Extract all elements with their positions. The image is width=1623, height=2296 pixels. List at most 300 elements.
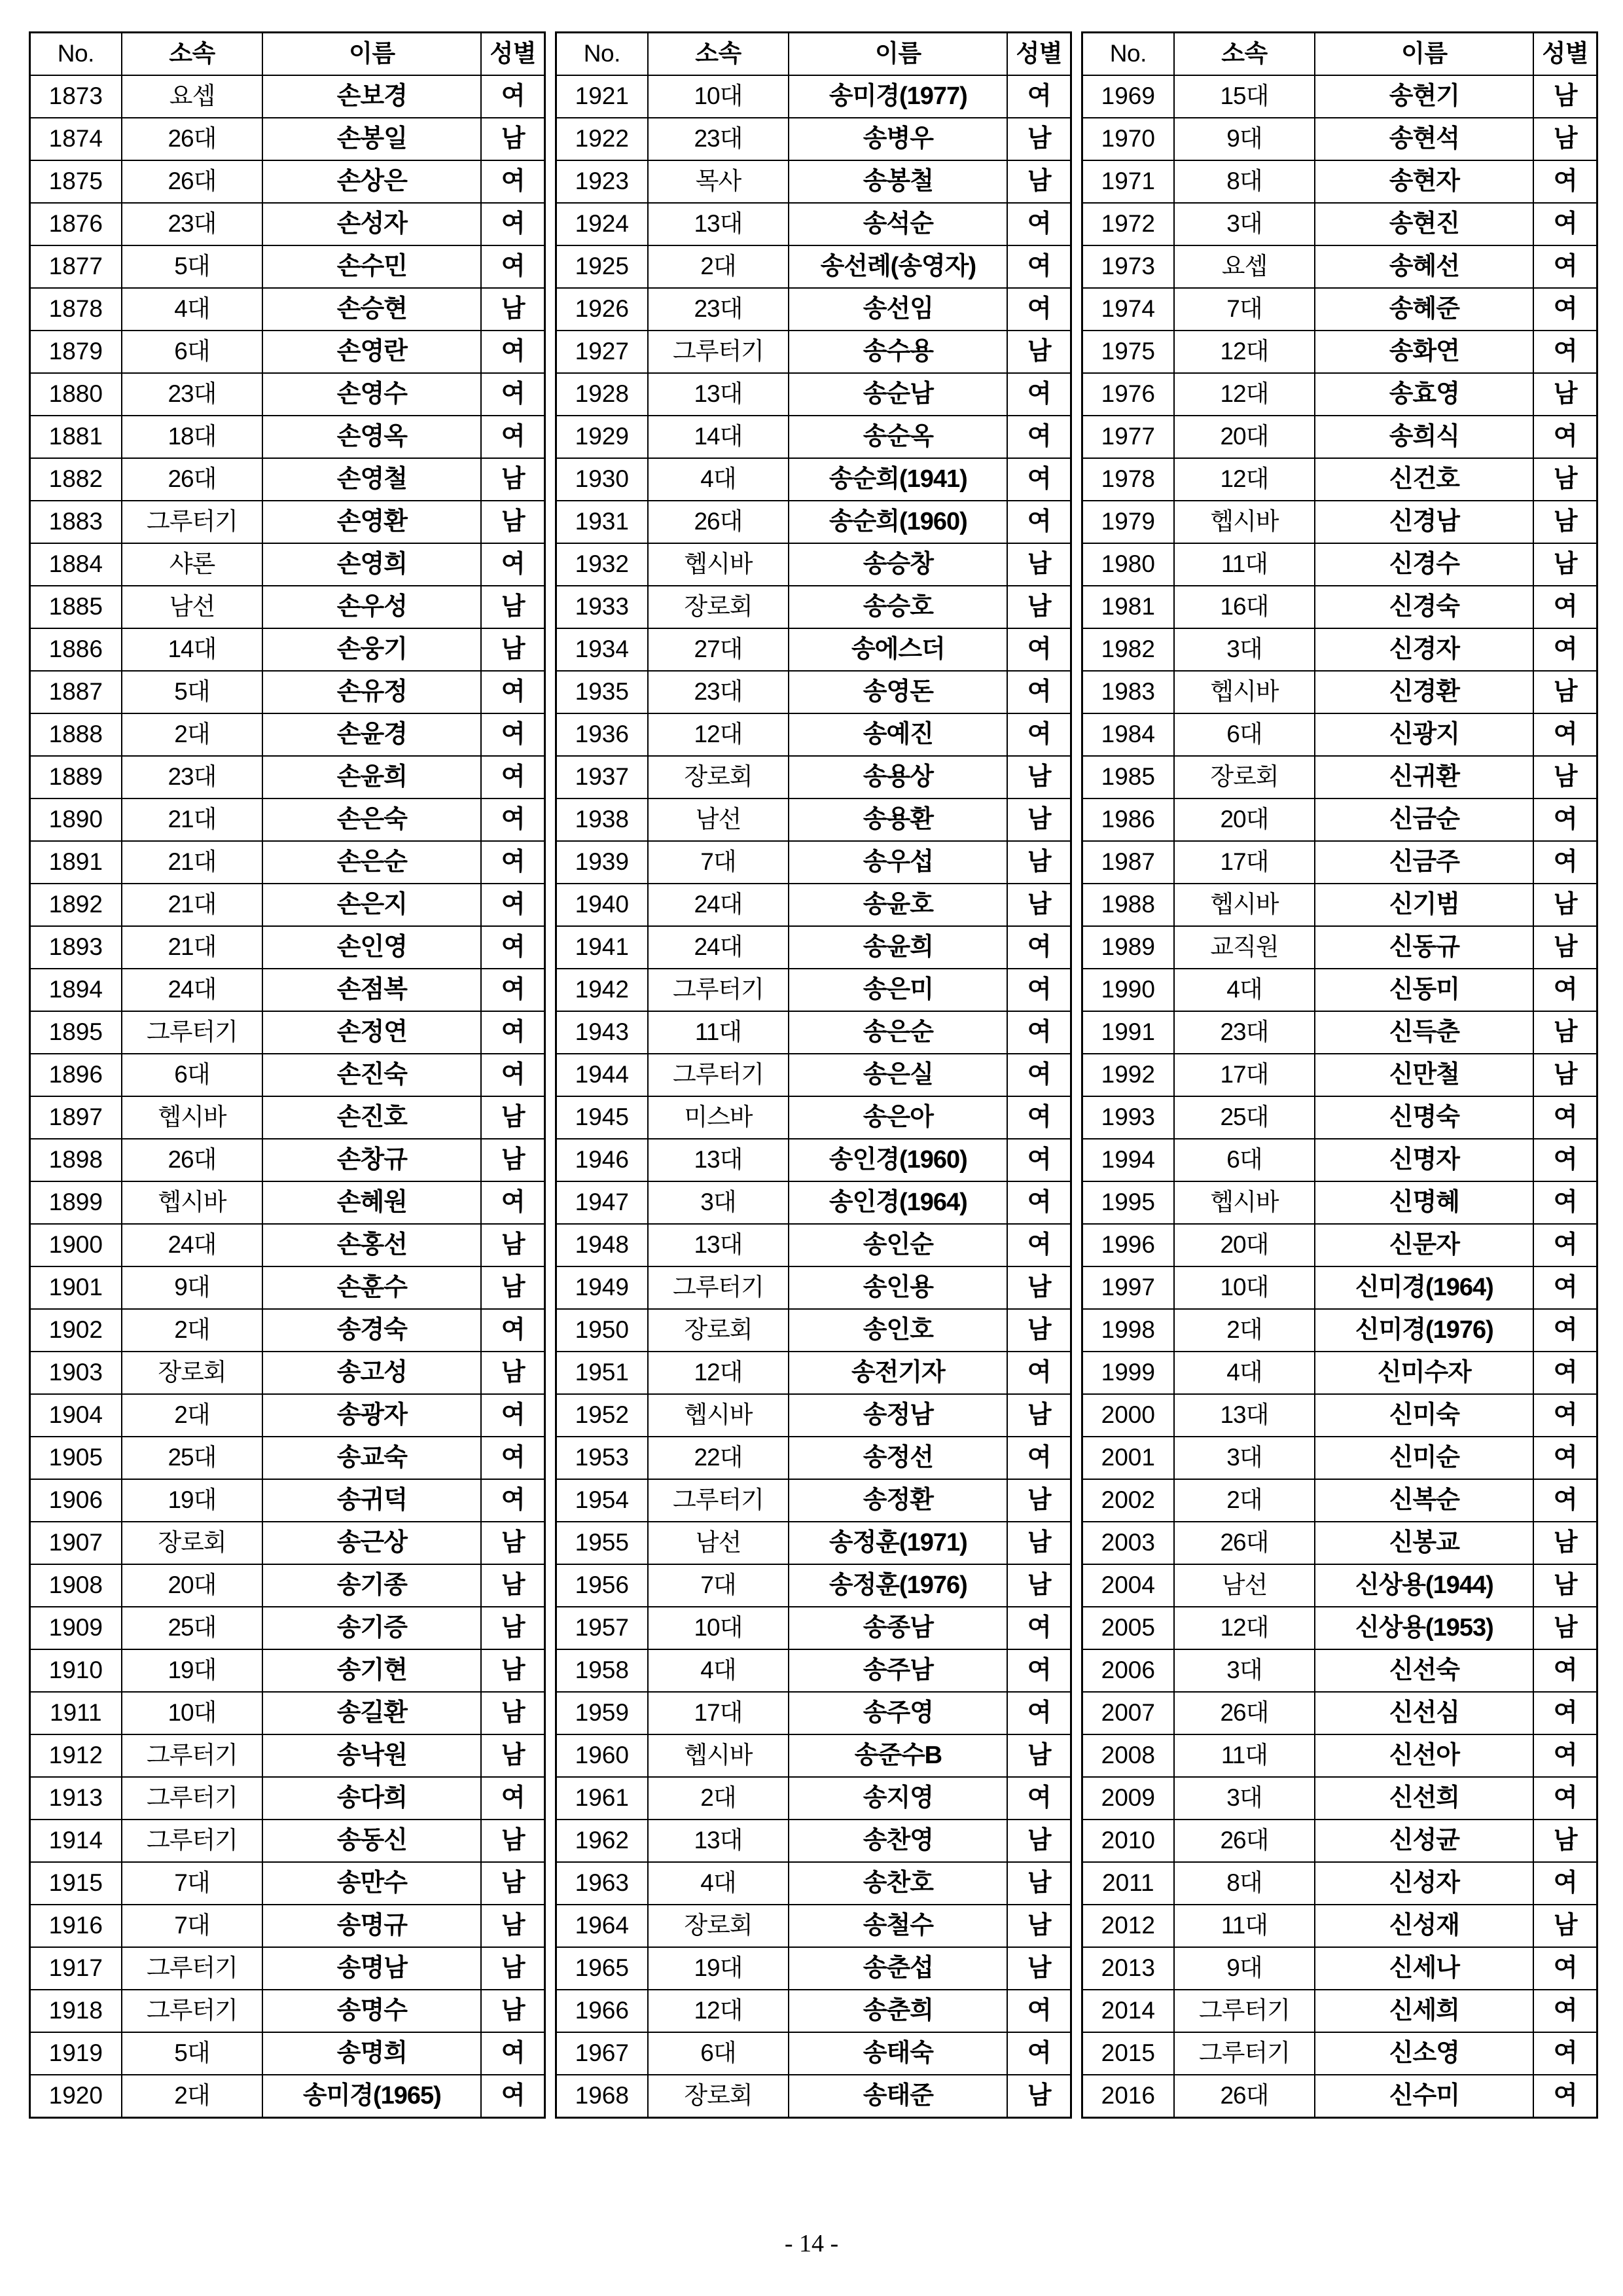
cell-affiliation: 7대 (122, 1862, 263, 1905)
table-row (1082, 501, 1597, 543)
cell-gender: 여 (481, 926, 544, 969)
cell-no: 1995 (1082, 1181, 1174, 1224)
cell-gender: 여 (1007, 671, 1071, 713)
cell-affiliation: 21대 (122, 798, 263, 841)
table-body-1 (30, 75, 545, 2118)
table-row (1082, 1564, 1597, 1607)
cell-affiliation: 헵시바 (1174, 501, 1315, 543)
table-row (556, 1224, 1071, 1266)
cell-name: 송미경(1977) (789, 75, 1007, 118)
cell-name: 송윤희 (789, 926, 1007, 969)
cell-name: 송승호 (789, 586, 1007, 628)
cell-name: 송미경(1965) (262, 2075, 481, 2118)
cell-name: 송고성 (262, 1352, 481, 1394)
cell-no: 1917 (30, 1947, 122, 1990)
table-row (30, 458, 545, 501)
cell-name: 손웅기 (262, 628, 481, 671)
cell-no: 2015 (1082, 2032, 1174, 2075)
cell-name: 손인영 (262, 926, 481, 969)
cell-name: 송길환 (262, 1692, 481, 1734)
cell-affiliation: 12대 (648, 1352, 789, 1394)
table-row (1082, 1352, 1597, 1394)
cell-gender: 여 (481, 798, 544, 841)
table-row (1082, 288, 1597, 331)
table-row (1082, 1905, 1597, 1947)
cell-name: 손창규 (262, 1139, 481, 1181)
table-row (1082, 798, 1597, 841)
cell-gender: 남 (1007, 841, 1071, 884)
cell-no: 2006 (1082, 1649, 1174, 1692)
cell-no: 1899 (30, 1181, 122, 1224)
cell-affiliation: 그루터기 (1174, 1990, 1315, 2032)
cell-affiliation: 23대 (122, 373, 263, 416)
cell-name: 손점복 (262, 969, 481, 1011)
cell-affiliation: 7대 (1174, 288, 1315, 331)
cell-affiliation: 26대 (1174, 2075, 1315, 2118)
table-row (556, 1394, 1071, 1437)
cell-name: 송은순 (789, 1011, 1007, 1054)
cell-name: 송은미 (789, 969, 1007, 1011)
cell-gender: 여 (1007, 1011, 1071, 1054)
cell-no: 1946 (556, 1139, 648, 1181)
table-row (556, 543, 1071, 586)
cell-no: 1895 (30, 1011, 122, 1054)
cell-no: 1990 (1082, 969, 1174, 1011)
cell-gender: 남 (481, 1692, 544, 1734)
cell-gender: 남 (1007, 1947, 1071, 1990)
cell-affiliation: 17대 (1174, 841, 1315, 884)
cell-no: 1878 (30, 288, 122, 331)
cell-affiliation: 25대 (122, 1437, 263, 1479)
cell-name: 송순남 (789, 373, 1007, 416)
table-row (556, 884, 1071, 926)
cell-gender: 여 (1007, 458, 1071, 501)
cell-affiliation: 11대 (648, 1011, 789, 1054)
cell-affiliation: 10대 (648, 1607, 789, 1649)
cell-gender: 남 (1007, 543, 1071, 586)
table-row (556, 2032, 1071, 2075)
cell-name: 송선례(송영자) (789, 245, 1007, 288)
cell-affiliation: 남선 (648, 1522, 789, 1564)
table-row (30, 1862, 545, 1905)
table-row (556, 1820, 1071, 1862)
cell-no: 1972 (1082, 203, 1174, 245)
cell-affiliation: 헵시바 (648, 1394, 789, 1437)
cell-gender: 여 (1533, 1692, 1597, 1734)
table-row (1082, 671, 1597, 713)
cell-name: 신금순 (1315, 798, 1533, 841)
cell-name: 손보경 (262, 75, 481, 118)
cell-no: 1889 (30, 756, 122, 798)
cell-no: 1976 (1082, 373, 1174, 416)
cell-affiliation: 9대 (1174, 118, 1315, 160)
table-row (1082, 1309, 1597, 1352)
cell-gender: 남 (1007, 160, 1071, 203)
cell-name: 송명희 (262, 2032, 481, 2075)
cell-gender: 남 (1007, 2075, 1071, 2118)
cell-no: 1979 (1082, 501, 1174, 543)
cell-gender: 여 (481, 1437, 544, 1479)
cell-name: 신문자 (1315, 1224, 1533, 1266)
cell-affiliation: 19대 (648, 1947, 789, 1990)
cell-name: 손은지 (262, 884, 481, 926)
cell-name: 송교숙 (262, 1437, 481, 1479)
cell-no: 2009 (1082, 1777, 1174, 1820)
cell-no: 1961 (556, 1777, 648, 1820)
cell-affiliation: 그루터기 (122, 1990, 263, 2032)
cell-name: 송철수 (789, 1905, 1007, 1947)
cell-name: 신소영 (1315, 2032, 1533, 2075)
cell-no: 1913 (30, 1777, 122, 1820)
cell-gender: 남 (481, 1734, 544, 1777)
cell-name: 송종남 (789, 1607, 1007, 1649)
cell-affiliation: 23대 (1174, 1011, 1315, 1054)
table-column-3 (1081, 31, 1598, 2119)
cell-no: 1987 (1082, 841, 1174, 884)
table-row (556, 458, 1071, 501)
table-row (1082, 1266, 1597, 1309)
member-registry-table-2 (555, 31, 1072, 2119)
cell-gender: 여 (1007, 75, 1071, 118)
cell-gender: 남 (481, 1352, 544, 1394)
cell-no: 1925 (556, 245, 648, 288)
cell-name: 신경남 (1315, 501, 1533, 543)
cell-affiliation: 12대 (648, 1990, 789, 2032)
cell-affiliation: 3대 (1174, 1649, 1315, 1692)
cell-name: 송현기 (1315, 75, 1533, 118)
cell-gender: 여 (1533, 2075, 1597, 2118)
cell-name: 손윤경 (262, 713, 481, 756)
table-row (1082, 203, 1597, 245)
table-row (30, 1181, 545, 1224)
cell-name: 송태준 (789, 2075, 1007, 2118)
table-row (556, 75, 1071, 118)
table-row (1082, 1820, 1597, 1862)
cell-gender: 여 (1533, 245, 1597, 288)
cell-affiliation: 20대 (1174, 1224, 1315, 1266)
cell-affiliation: 3대 (1174, 628, 1315, 671)
cell-affiliation: 13대 (648, 373, 789, 416)
cell-gender: 여 (481, 416, 544, 458)
table-row (30, 1649, 545, 1692)
cell-no: 1931 (556, 501, 648, 543)
cell-affiliation: 요셉 (122, 75, 263, 118)
cell-affiliation: 4대 (648, 1649, 789, 1692)
cell-gender: 여 (1533, 1479, 1597, 1522)
cell-gender: 여 (1007, 1607, 1071, 1649)
cell-affiliation: 그루터기 (122, 1734, 263, 1777)
cell-name: 송은아 (789, 1096, 1007, 1139)
table-row (30, 756, 545, 798)
cell-name: 손윤희 (262, 756, 481, 798)
cell-name: 신선아 (1315, 1734, 1533, 1777)
cell-gender: 남 (481, 1266, 544, 1309)
table-row (30, 1437, 545, 1479)
cell-no: 2004 (1082, 1564, 1174, 1607)
cell-no: 1926 (556, 288, 648, 331)
cell-affiliation: 남선 (1174, 1564, 1315, 1607)
cell-no: 1921 (556, 75, 648, 118)
table-row (30, 1522, 545, 1564)
cell-gender: 여 (1533, 1947, 1597, 1990)
cell-name: 송석순 (789, 203, 1007, 245)
cell-gender: 남 (1533, 373, 1597, 416)
column-header-name: 이름 (789, 33, 1007, 76)
cell-gender: 여 (1533, 1139, 1597, 1181)
cell-no: 1944 (556, 1054, 648, 1096)
table-row (30, 1990, 545, 2032)
cell-no: 1914 (30, 1820, 122, 1862)
cell-name: 손상은 (262, 160, 481, 203)
table-row (1082, 416, 1597, 458)
cell-gender: 남 (1533, 884, 1597, 926)
cell-no: 1962 (556, 1820, 648, 1862)
table-row (30, 416, 545, 458)
cell-gender: 남 (1007, 1820, 1071, 1862)
cell-no: 2001 (1082, 1437, 1174, 1479)
cell-gender: 여 (1007, 969, 1071, 1011)
table-row (30, 1266, 545, 1309)
cell-name: 손은숙 (262, 798, 481, 841)
cell-affiliation: 21대 (122, 841, 263, 884)
table-row (30, 75, 545, 118)
cell-name: 신귀환 (1315, 756, 1533, 798)
cell-no: 1901 (30, 1266, 122, 1309)
cell-affiliation: 23대 (122, 203, 263, 245)
cell-name: 신수미 (1315, 2075, 1533, 2118)
cell-name: 송경숙 (262, 1309, 481, 1352)
cell-gender: 남 (1007, 331, 1071, 373)
cell-gender: 여 (1007, 2032, 1071, 2075)
cell-gender: 여 (481, 1394, 544, 1437)
cell-gender: 남 (481, 501, 544, 543)
cell-name: 송명규 (262, 1905, 481, 1947)
table-row (556, 1479, 1071, 1522)
cell-affiliation: 2대 (648, 245, 789, 288)
table-row (1082, 1862, 1597, 1905)
cell-affiliation: 헵시바 (648, 1734, 789, 1777)
cell-gender: 남 (1533, 1522, 1597, 1564)
cell-affiliation: 7대 (122, 1905, 263, 1947)
table-row (556, 118, 1071, 160)
cell-no: 1989 (1082, 926, 1174, 969)
cell-no: 1916 (30, 1905, 122, 1947)
cell-no: 1948 (556, 1224, 648, 1266)
cell-affiliation: 그루터기 (648, 1054, 789, 1096)
cell-name: 신세희 (1315, 1990, 1533, 2032)
cell-no: 1930 (556, 458, 648, 501)
cell-name: 송예진 (789, 713, 1007, 756)
column-header-name: 이름 (262, 33, 481, 76)
cell-affiliation: 27대 (648, 628, 789, 671)
cell-affiliation: 13대 (648, 1139, 789, 1181)
cell-name: 송인경(1964) (789, 1181, 1007, 1224)
cell-gender: 여 (1533, 1734, 1597, 1777)
cell-no: 1893 (30, 926, 122, 969)
cell-no: 2008 (1082, 1734, 1174, 1777)
cell-gender: 남 (1533, 671, 1597, 713)
cell-name: 송인경(1960) (789, 1139, 1007, 1181)
cell-gender: 남 (481, 1820, 544, 1862)
table-row (1082, 75, 1597, 118)
cell-no: 1978 (1082, 458, 1174, 501)
cell-gender: 여 (481, 373, 544, 416)
cell-no: 1933 (556, 586, 648, 628)
cell-no: 2000 (1082, 1394, 1174, 1437)
cell-no: 1988 (1082, 884, 1174, 926)
cell-name: 송인호 (789, 1309, 1007, 1352)
table-row (1082, 1096, 1597, 1139)
cell-name: 손진호 (262, 1096, 481, 1139)
cell-no: 1920 (30, 2075, 122, 2118)
column-header-gender: 성별 (481, 33, 544, 76)
cell-gender: 남 (481, 1139, 544, 1181)
cell-name: 송태숙 (789, 2032, 1007, 2075)
table-row (1082, 1139, 1597, 1181)
cell-gender: 여 (1007, 1990, 1071, 2032)
cell-name: 송용상 (789, 756, 1007, 798)
cell-no: 1918 (30, 1990, 122, 2032)
cell-gender: 여 (1007, 1096, 1071, 1139)
cell-gender: 여 (1007, 288, 1071, 331)
table-row (30, 288, 545, 331)
table-row (30, 926, 545, 969)
cell-affiliation: 헵시바 (1174, 671, 1315, 713)
cell-name: 송낙원 (262, 1734, 481, 1777)
cell-affiliation: 10대 (648, 75, 789, 118)
member-registry-table-1 (29, 31, 546, 2119)
cell-gender: 여 (1533, 1224, 1597, 1266)
cell-no: 2007 (1082, 1692, 1174, 1734)
cell-affiliation: 24대 (648, 926, 789, 969)
cell-gender: 여 (1007, 1437, 1071, 1479)
table-header (556, 33, 1071, 76)
cell-affiliation: 25대 (122, 1607, 263, 1649)
cell-gender: 여 (1533, 969, 1597, 1011)
cell-no: 1942 (556, 969, 648, 1011)
cell-name: 송승창 (789, 543, 1007, 586)
cell-name: 손유정 (262, 671, 481, 713)
cell-affiliation: 그루터기 (648, 1479, 789, 1522)
cell-affiliation: 그루터기 (648, 969, 789, 1011)
cell-affiliation: 12대 (1174, 1607, 1315, 1649)
cell-gender: 여 (1007, 1352, 1071, 1394)
cell-gender: 남 (1007, 1862, 1071, 1905)
cell-name: 신경수 (1315, 543, 1533, 586)
cell-name: 손수민 (262, 245, 481, 288)
column-header-no: No. (30, 33, 122, 76)
cell-name: 신금주 (1315, 841, 1533, 884)
cell-name: 송전기자 (789, 1352, 1007, 1394)
cell-gender: 남 (1007, 1564, 1071, 1607)
cell-affiliation: 25대 (1174, 1096, 1315, 1139)
cell-affiliation: 그루터기 (122, 501, 263, 543)
cell-name: 송효영 (1315, 373, 1533, 416)
cell-affiliation: 5대 (122, 2032, 263, 2075)
cell-no: 1879 (30, 331, 122, 373)
cell-name: 손은순 (262, 841, 481, 884)
table-row (556, 798, 1071, 841)
cell-gender: 남 (481, 1905, 544, 1947)
cell-name: 송화연 (1315, 331, 1533, 373)
column-header-affiliation: 소속 (122, 33, 263, 76)
cell-name: 송근상 (262, 1522, 481, 1564)
cell-gender: 여 (1533, 1309, 1597, 1352)
table-row (30, 543, 545, 586)
cell-no: 1915 (30, 1862, 122, 1905)
cell-affiliation: 17대 (1174, 1054, 1315, 1096)
cell-name: 손영옥 (262, 416, 481, 458)
cell-affiliation: 그루터기 (122, 1777, 263, 1820)
cell-gender: 여 (481, 969, 544, 1011)
cell-affiliation: 4대 (648, 1862, 789, 1905)
cell-affiliation: 23대 (648, 118, 789, 160)
column-header-affiliation: 소속 (1174, 33, 1315, 76)
cell-no: 1980 (1082, 543, 1174, 586)
cell-no: 1891 (30, 841, 122, 884)
cell-affiliation: 6대 (648, 2032, 789, 2075)
cell-no: 1900 (30, 1224, 122, 1266)
header-row (30, 33, 545, 76)
column-header-gender: 성별 (1533, 33, 1597, 76)
cell-affiliation: 16대 (1174, 586, 1315, 628)
table-row (30, 331, 545, 373)
cell-no: 1986 (1082, 798, 1174, 841)
cell-gender: 여 (481, 1054, 544, 1096)
table-row (30, 969, 545, 1011)
cell-name: 송정훈(1976) (789, 1564, 1007, 1607)
table-row (1082, 1054, 1597, 1096)
cell-gender: 남 (481, 1990, 544, 2032)
cell-gender: 남 (1007, 586, 1071, 628)
cell-affiliation: 그루터기 (122, 1820, 263, 1862)
cell-gender: 남 (1533, 118, 1597, 160)
cell-name: 신광지 (1315, 713, 1533, 756)
cell-no: 1909 (30, 1607, 122, 1649)
cell-gender: 여 (1533, 1266, 1597, 1309)
cell-affiliation: 13대 (648, 1820, 789, 1862)
cell-gender: 여 (1533, 288, 1597, 331)
cell-no: 1936 (556, 713, 648, 756)
cell-gender: 남 (1533, 458, 1597, 501)
table-row (556, 1692, 1071, 1734)
cell-affiliation: 12대 (1174, 373, 1315, 416)
table-row (556, 1777, 1071, 1820)
cell-no: 1994 (1082, 1139, 1174, 1181)
cell-gender: 남 (481, 628, 544, 671)
cell-affiliation: 그루터기 (122, 1947, 263, 1990)
column-header-name: 이름 (1315, 33, 1533, 76)
cell-affiliation: 7대 (648, 841, 789, 884)
cell-gender: 남 (1007, 1522, 1071, 1564)
cell-gender: 남 (1533, 501, 1597, 543)
cell-affiliation: 장로회 (648, 2075, 789, 2118)
cell-affiliation: 2대 (1174, 1309, 1315, 1352)
cell-name: 손영수 (262, 373, 481, 416)
cell-gender: 남 (1533, 1054, 1597, 1096)
table-row (30, 1011, 545, 1054)
cell-no: 1934 (556, 628, 648, 671)
cell-gender: 여 (481, 203, 544, 245)
cell-affiliation: 8대 (1174, 160, 1315, 203)
cell-gender: 여 (481, 75, 544, 118)
cell-gender: 남 (1533, 1607, 1597, 1649)
cell-name: 손영철 (262, 458, 481, 501)
cell-gender: 남 (1007, 1394, 1071, 1437)
cell-affiliation: 23대 (648, 288, 789, 331)
cell-name: 송정환 (789, 1479, 1007, 1522)
cell-gender: 여 (1533, 160, 1597, 203)
